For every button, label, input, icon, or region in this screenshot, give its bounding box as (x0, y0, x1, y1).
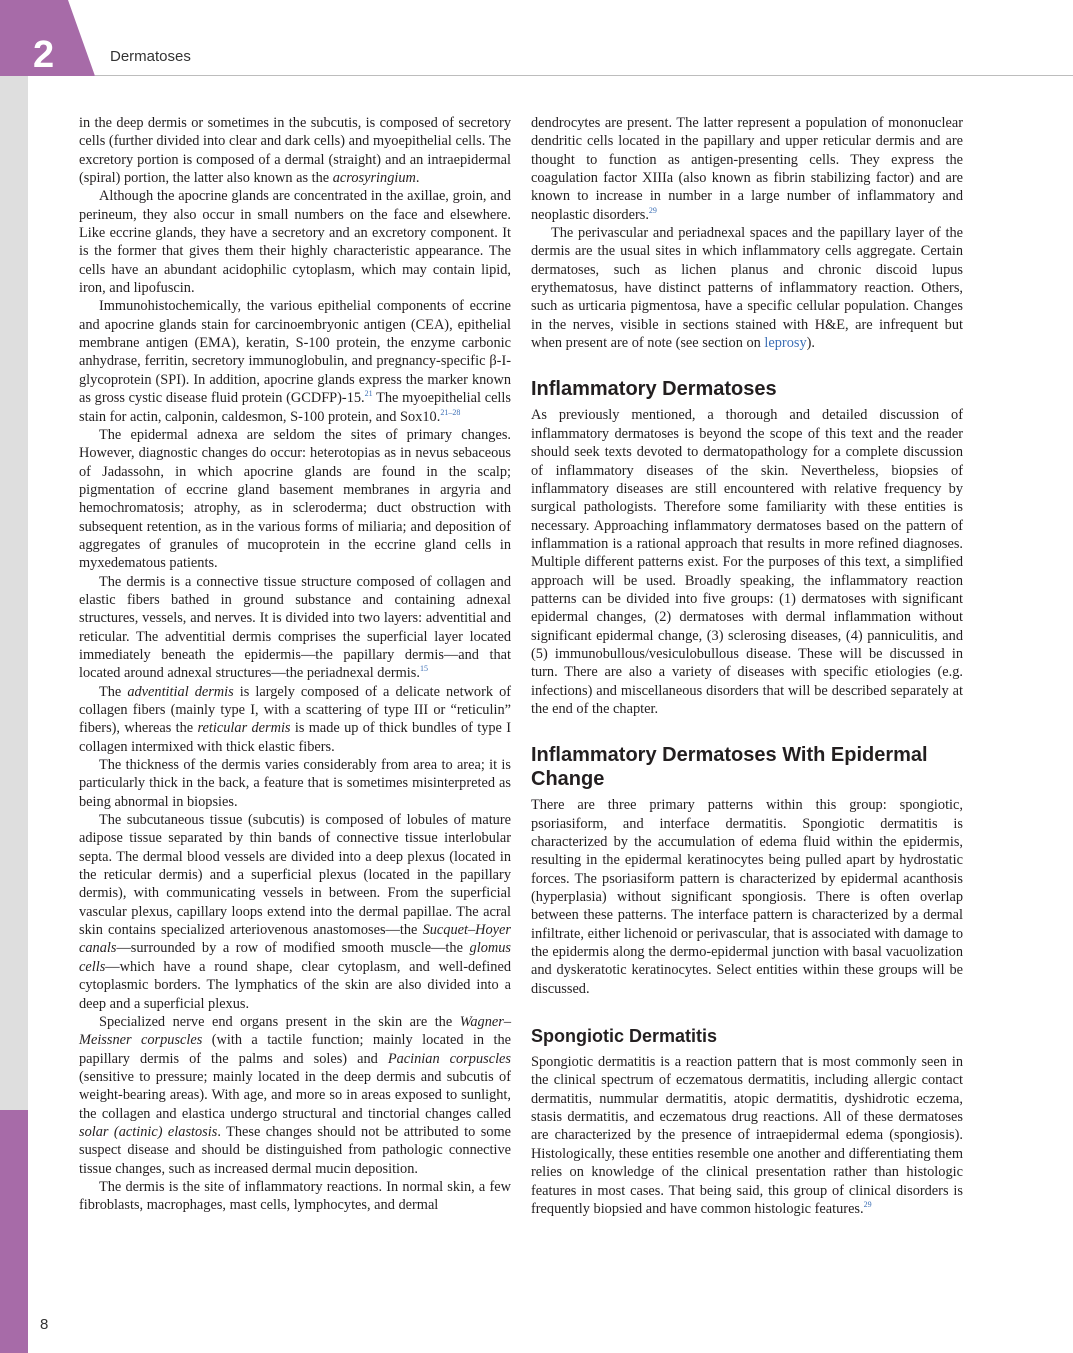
paragraph: Specialized nerve end organs present in the skin are the Wagner–Meissner corpuscles (with a tactile function; mainly located in the papillary dermis of the palms and soles) and Pacinian corpuscles (sensitive to pressure; mainly located in the deep dermis and subcutis of weight-bearing areas). With age, and more so in areas exposed to sunlight, the collagen and elastica undergo structural and tinctorial changes called solar (actinic) elastosis. These changes should not be attributed to some suspect disease and should be distinguished from pathologic connective tissue changes, such as increased dermal mucin deposition. (79, 1013, 512, 1177)
reference-citation[interactable]: 15 (419, 664, 428, 674)
reference-citation[interactable]: 21–28 (440, 407, 461, 417)
reference-citation[interactable]: 29 (863, 1200, 872, 1210)
paragraph: The dermis is the site of inflammatory reactions. In normal skin, a few fibroblasts, macrophages, mast cells, lymphocytes, and dermal (79, 1178, 511, 1214)
page-number: 8 (40, 1316, 49, 1333)
section-heading: Inflammatory Dermatoses With Epidermal Change (531, 744, 928, 791)
paragraph: The adventitial dermis is largely composed of a delicate network of collagen fibers (mainly type I, with a scattering of type III or “reticulin” fibers), whereas the reticular dermis is made up of thick bundles of type I collagen intermixed with thick elastic fibers. (79, 683, 512, 755)
paragraph: The thickness of the dermis varies considerably from area to area; it is particularly thick in the back, a feature that is sometimes misinterpreted as being abnormal in biopsies. (79, 757, 511, 810)
section-heading: Inflammatory Dermatoses (531, 378, 777, 401)
leprosy-link[interactable]: leprosy (764, 335, 807, 352)
reference-citation[interactable]: 29 (648, 205, 657, 215)
paragraph: in the deep dermis or sometimes in the subcutis, is composed of secretory cells (further divided into clear and dark cells) and myoepithelial cells. The excretory portion is composed of a dermal (straight) and an intraepidermal (spiral) portion, the latter also known as the acrosyringium. (79, 115, 511, 187)
chapter-number: 2 (33, 34, 55, 76)
paragraph: The dermis is a connective tissue structure composed of collagen and elastic fibers bathed in ground substance and containing adnexal structures, vessels, and nerves. It is divided into two layers: adventitial and reticular. The adventitial dermis comprises the superficial layer located immediately beneath the epidermis—the papillary dermis—and that located around adnexal structures—the periadnexal dermis.$^{15}$ (79, 573, 511, 682)
paragraph: Spongiotic dermatitis is a reaction pattern that is most commonly seen in the clinical spectrum of eczematous dermatitis, including allergic contact dermatitis, nummular dermatitis, atopic dermatitis, dyshidrotic eczema, stasis dermatitis, and eczematous drug reactions. All of these dermatoses are characterized by the presence of intraepidermal edema (spongiosis). Histologically, these entities resemble one another and differentiating them relies on knowledge of the clinical presentation rather than histologic features in most cases. That being said, this group of clinical disorders is frequently biopsied and have common histologic features.$^{29}$ (531, 1054, 963, 1217)
margin-bar-accent (0, 1110, 28, 1353)
paragraph: As previously mentioned, a thorough and detailed discussion of inflammatory dermatoses is beyond the scope of this text and the reader should seek texts devoted to dermatopathology for a complete discussion of inflammatory diseases of the skin. Nevertheless, biopsies of inflammatory diseases are still encountered with relative frequency by surgical pathologists. Therefore some familiarity with these entities is necessary. Approaching inflammatory dermatoses based on the pattern of inflammation is a rational approach that results in more refined diagnoses. Multiple different patterns exist. For the purposes of this text, a simplified approach will be used. Broadly speaking, the inflammatory reaction patterns can be divided into five groups: (1) dermatoses with significant epidermal changes, (2) dermatoses with dermal inflammation without significant epidermal change, (3) sclerosing diseases, (4) panniculitis, and (5) immunobullous/vesiculobullous disease. These will be discussed in turn. There are also a variety of diseases with specific etiologies (e.g. infections) and miscellaneous disorders that will be described separately at the end of the chapter. (531, 407, 963, 717)
paragraph: Immunohistochemically, the various epithelial components of eccrine and apocrine glands stain for carcinoembryonic antigen (CEA), epithelial membrane antigen (EMA), keratin, S-100 protein, the enzyme carbonic anhydrase, ferritin, secretory immunoglobulin, and pregnancy-specific β-I-glycoprotein (SPI). In addition, apocrine glands express the marker known as gross cystic disease fluid protein (GCDFP)-15.21 The myoepithelial cells stain for actin, calponin, caldesmon, S-100 protein, and Sox10.$^{21-28}$ (79, 298, 511, 425)
header-rule (95, 75, 1073, 76)
running-title: Dermatoses (110, 48, 191, 65)
paragraph: dendrocytes are present. The latter represent a population of mononuclear dendritic cells located in the papillary and upper reticular dermis and are thought to function as antigen-presenting cells. They express the coagulation factor XIIIa (also known as fibrin stabilizing factor) and are known to increase in number in a large number of inflammatory and neoplastic disorders.$^{29}$ (531, 115, 963, 223)
paragraph: There are three primary patterns within this group: spongiotic, psoriasiform, and interface dermatitis. Spongiotic dermatitis is characterized by the accumulation of edema fluid within the epidermis, resulting in the epidermal keratinocytes being pulled apart by hydrostatic forces. The psoriasiform pattern is characterized by epidermal acanthosis (hyperplasia) without significant spongiosis. There is often overlap between these patterns. The interface pattern is characterized by a dermal infiltrate, either lichenoid or perivascular, that is associated with damage to the epidermis along the dermo-epidermal junction with basal vacuolization and dyskeratotic keratinocytes. Select entities within these groups will be discussed. (531, 797, 963, 997)
subsection-heading: Spongiotic Dermatitis (531, 1026, 718, 1047)
paragraph: The subcutaneous tissue (subcutis) is composed of lobules of mature adipose tissue separated by thin bands of connective tissue interlobular septa. The dermal blood vessels are divided into a deep plexus (located in the reticular dermis) and a superficial plexus (located in the papillary dermis), with communicating vessels in between. From the superficial vascular plexus, capillary loops extend into the dermal papillae. The acral skin contains specialized arteriovenous anastomoses—the Sucquet–Hoyer canals—surrounded by a row of modified smooth muscle—the glomus cells—which have a round shape, clear cytoplasm, and well-defined cytoplasmic borders. The lymphatics of the skin are also divided into a deep and a superficial plexus. (79, 812, 511, 1012)
right-column (531, 114, 963, 1218)
paragraph: The perivascular and periadnexal spaces and the papillary layer of the dermis are the usual sites in which inflammatory cells aggregate. Certain dermatoses, such as lichen planus and chronic discoid lupus erythematosus, have distinct patterns of inflammatory reaction. Others, such as urticaria pigmentosa, have a specific cellular population. Changes in the nerves, visible in sections stained with H&E, are infrequent but when present are of note (see section on leprosy). (531, 225, 963, 352)
paragraph: Although the apocrine glands are concentrated in the axillae, groin, and perineum, they also occur in small numbers on the face and elsewhere. Like eccrine glands, they have a secretory and an excretory component. It is the former that gives them their highly characteristic appearance. The cells have an abundant acidophilic cytoplasm, which may contain lipid, iron, and lipofuscin. (79, 188, 511, 297)
reference-citation[interactable]: 21 (364, 389, 373, 399)
paragraph: The epidermal adnexa are seldom the sites of primary changes. However, diagnostic changes do occur: heterotopias as in nevus sebaceous of Jadassohn, in which apocrine glands are found in the scalp; pigmentation of eccrine gland basement membranes in argyria and hemochromatosis; atrophy, as in scleroderma; duct obstruction with subsequent retention, as in the various forms of miliaria; and deposition of aggregates of granules of mucoprotein in the eccrine gland cells in myxedematous patients. (79, 426, 511, 572)
left-column (79, 114, 511, 1215)
